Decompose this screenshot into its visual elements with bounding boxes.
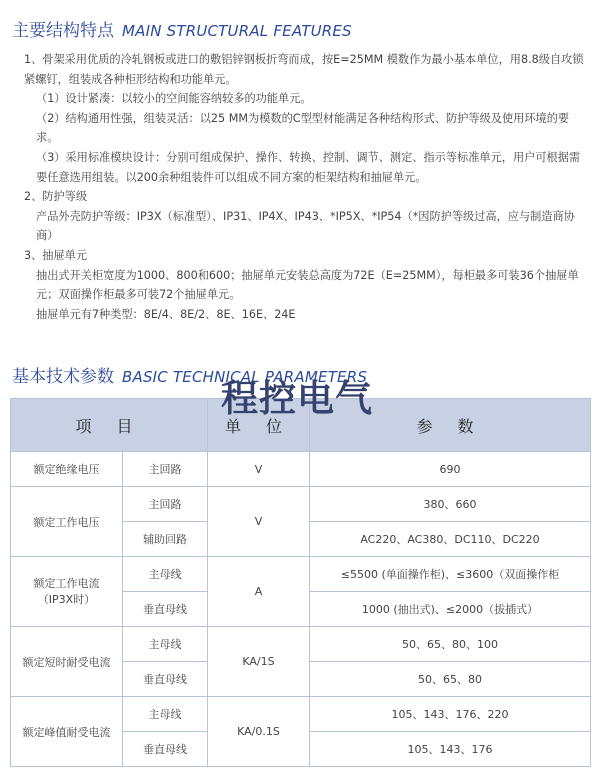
row-sub: 垂直母线 [123, 732, 208, 767]
row-unit: A [208, 557, 310, 627]
row-sub: 主母线 [123, 697, 208, 732]
row-sub: 主回路 [123, 452, 208, 487]
row-sub: 主母线 [123, 557, 208, 592]
row-sub: 垂直母线 [123, 592, 208, 627]
feature-paragraph-1: 1、骨架采用优质的冷轧钢板或进口的敷铝锌钢板折弯而成，按E=25MM 模数作为最小基本单位，用8.8级自攻锁紧螺钉，组装成各种柜形结构和功能单元。 [24, 53, 584, 86]
row-item: 额定绝缘电压 [11, 452, 123, 487]
row-value: 1000 (抽出式)、≤2000（拔插式） [310, 592, 591, 627]
feature-paragraph-5: 2、防护等级 [24, 190, 88, 204]
feature-paragraph-8: 抽出式开关柜宽度为1000、800和600；抽屉单元安装总高度为72E（E=25MM），每柜最多可装36个抽屉单元；双面操作柜最多可装72个抽屉单元。 [36, 268, 579, 302]
table-row [11, 627, 591, 662]
row-sub: 辅助回路 [123, 522, 208, 557]
features-text [12, 50, 590, 324]
row-item: 额定工作电压 [11, 487, 123, 557]
row-unit: KA/0.1S [208, 697, 310, 767]
row-unit: V [208, 452, 310, 487]
row-value: 380、660 [310, 487, 591, 522]
row-value: ≤5500 (单面操作柜)、≤3600（双面操作柜 [310, 557, 591, 592]
table-row [11, 557, 591, 592]
section-title-cn: 主要结构特点 [12, 21, 114, 41]
row-item: 额定峰值耐受电流 [11, 697, 123, 767]
row-value: 50、65、80、100 [310, 627, 591, 662]
header-param: 参 数 [310, 399, 591, 452]
header-unit: 单 位 [208, 399, 310, 452]
row-sub: 主母线 [123, 627, 208, 662]
section-title-en: MAIN STRUCTURAL FEATURES [122, 22, 352, 40]
section-title-structural-features [12, 16, 352, 41]
feature-paragraph-3: （2）结构通用性强，组装灵活：以25 MM为模数的C型型材能满足各种结构形式、防护等级及使用环境的要求。 [36, 111, 570, 145]
section-title-cn: 基本技术参数 [12, 367, 114, 387]
row-value: 690 [310, 452, 591, 487]
row-value: AC220、AC380、DC110、DC220 [310, 522, 591, 557]
section-title-en: BASIC TECHNICAL PARAMETERS [122, 368, 368, 386]
table-row [11, 452, 591, 487]
row-item [11, 557, 123, 627]
feature-paragraph-9: 抽屉单元有7种类型：8E/4、8E/2、8E、16E、24E [36, 307, 296, 321]
watermark-text: 程控电气 [221, 377, 373, 420]
feature-paragraph-7: 3、抽屉单元 [24, 248, 88, 262]
header-item: 项 目 [11, 399, 208, 452]
row-value: 105、143、176、220 [310, 697, 591, 732]
row-unit: V [208, 487, 310, 557]
row-sub: 主回路 [123, 487, 208, 522]
table-row [11, 487, 591, 522]
technical-parameters-table [10, 398, 591, 767]
row-item-line: 额定工作电流 [33, 576, 100, 590]
row-value: 50、65、80 [310, 662, 591, 697]
feature-paragraph-4: （3）采用标准模块设计：分别可组成保护、操作、转换、控制、调节、测定、指示等标准单元，用户可根据需要任意选用组装。以200余种组装件可以组成不同方案的柜架结构和抽屉单元。 [36, 150, 581, 184]
row-unit: KA/1S [208, 627, 310, 697]
row-item-line: （IP3X时） [37, 592, 96, 606]
feature-paragraph-6: 产品外壳防护等级：IP3X（标准型）、IP31、IP4X、IP43、*IP5X、*IP54（*因防护等级过高，应与制造商协商） [36, 209, 575, 243]
feature-paragraph-2: （1）设计紧凑：以较小的空间能容纳较多的功能单元。 [36, 92, 312, 106]
table-row [11, 697, 591, 732]
row-item: 额定短时耐受电流 [11, 627, 123, 697]
row-value: 105、143、176 [310, 732, 591, 767]
row-sub: 垂直母线 [123, 662, 208, 697]
